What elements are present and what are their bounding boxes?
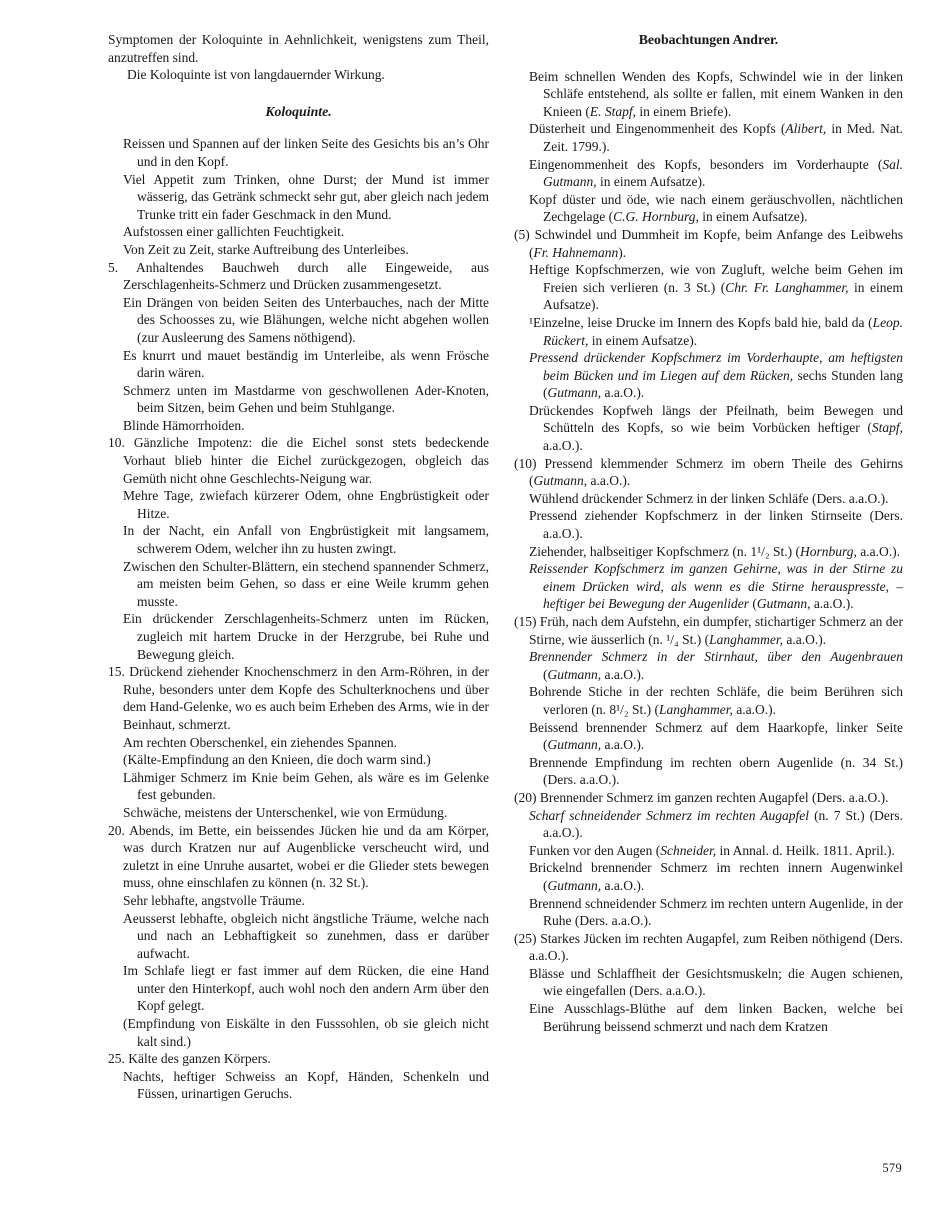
intro-paragraph: Symptomen der Koloquinte in Aehnlichkeit, wenigstens zum Theil, anzutreffen sind. <box>108 32 489 65</box>
item-number: 25. <box>108 1051 125 1067</box>
list-item: Blässe und Schlaffheit der Gesichtsmuskeln; die Augen schienen, wie eingefallen (Ders. a.a.O.). <box>529 965 903 999</box>
item-number: 5. <box>108 259 119 275</box>
list-item: (20) Brennender Schmerz im ganzen rechten Augapfel (Ders. a.a.O.). <box>514 789 889 805</box>
list-item: Brickelnd brennender Schmerz im rechten innern Augenwinkel (Gutmann, a.a.O.). <box>529 860 903 893</box>
list-item: Zwischen den Schulter-Blättern, ein stechend spannender Schmerz, am meisten beim Gehen, so dass er eine Weile krumm gehen musste. <box>123 558 489 609</box>
list-item: Aufstossen einer gallichten Feuchtigkeit. <box>123 224 345 240</box>
item-number: 20. <box>108 822 125 838</box>
list-item: Pressend drückender Kopfschmerz im Vorderhaupte, am heftigsten beim Bücken und im Liegen auf dem Rücken, sechs Stunden lang (Gutmann, a.a.O.). <box>529 350 903 401</box>
list-item: Mehre Tage, zwiefach kürzerer Odem, ohne Engbrüstigkeit oder Hitze. <box>123 488 489 521</box>
list-item: Brennende Empfindung im rechten obern Augenlide (n. 34 St.) (Ders. a.a.O.). <box>529 754 903 788</box>
list-item: Beim schnellen Wenden des Kopfs, Schwindel wie in der linken Schläfe entstehend, als sollte er fallen, mit einem Wanken in den Knieen (E. Stapf, in einem Briefe). <box>529 68 903 119</box>
item-number: (25) <box>514 930 537 946</box>
observation-list <box>514 68 903 1036</box>
intro-paragraph: Die Koloquinte ist von langdauernder Wirkung. <box>127 67 385 83</box>
list-item: (Kälte-Empfindung an den Knieen, die doch warm sind.) <box>123 752 431 768</box>
list-item: In der Nacht, ein Anfall von Engbrüstigkeit mit langsamem, schwerem Odem, welcher ihn zu husten zwingt. <box>123 523 489 557</box>
list-item: ¹Einzelne, leise Drucke im Innern des Kopfs bald hie, bald da (Leop. Rückert, in einem Aufsatze). <box>529 314 903 348</box>
list-item: Kopf düster und öde, wie nach einem geräuschvollen, nächtlichen Zechgelage (C.G. Hornburg, in einem Aufsatze). <box>529 191 903 225</box>
list-item: Nachts, heftiger Schweiss an Kopf, Händen, Schenkeln und Füssen, urinartigen Geruchs. <box>123 1068 489 1102</box>
list-item: Reissen und Spannen auf der linken Seite des Gesichts bis an’s Ohr und in den Kopf. <box>123 136 489 169</box>
list-item: Drückendes Kopfweh längs der Pfeilnath, beim Bewegen und Schütteln des Kopfs, so wie beim Vorbücken heftiger (Stapf, a.a.O.). <box>529 402 903 454</box>
left-column <box>108 31 489 1103</box>
list-item: Sehr lebhafte, angstvolle Träume. <box>123 892 305 908</box>
list-item: Reissender Kopfschmerz im ganzen Gehirne, was in der Stirne zu einem Drücken wird, als wenn es die Stirne herauspresste, – heftiger bei Bewegung der Augenlider (Gutmann, a.a.O.). <box>529 561 903 612</box>
item-number: (20) <box>514 789 537 805</box>
symptom-list <box>108 135 489 1103</box>
list-item: 20. Abends, im Bette, ein beissendes Jücken hie und da am Körper, was durch Kratzen nur auf Augenblicke verscheucht wird, und zuletzt in eine Unruhe ausartet, wobei er die Glieder stets bewegen muss, ohne einschlafen zu können (n. 32 St.). <box>108 822 489 891</box>
list-item: (25) Starkes Jücken im rechten Augapfel, zum Reiben nöthigend (Ders. a.a.O.). <box>514 930 903 964</box>
item-number: 10. <box>108 435 125 451</box>
list-item: Ein Drängen von beiden Seiten des Unterbauches, nach der Mitte des Schoosses zu, wie Blähungen, welche nicht abgehen wollen (zur Ausleerung des Samens nöthigend). <box>123 294 489 345</box>
list-item: Am rechten Oberschenkel, ein ziehendes Spannen. <box>123 734 398 750</box>
list-item: Bohrende Stiche in der rechten Schläfe, die beim Berühren sich verloren (n. 8¹/₂ St.) (Langhammer, a.a.O.). <box>529 684 903 717</box>
list-item: Brennend schneidender Schmerz im rechten untern Augenlide, in der Ruhe (Ders. a.a.O.). <box>529 895 903 929</box>
list-item: Düsterheit und Eingenommenheit des Kopfs (Alibert, in Med. Nat. Zeit. 1799.). <box>529 121 903 154</box>
list-item: Beissend brennender Schmerz auf dem Haarkopfe, linker Seite (Gutmann, a.a.O.). <box>529 719 903 753</box>
list-item: Brennender Schmerz in der Stirnhaut, über den Augenbrauen (Gutmann, a.a.O.). <box>529 649 903 682</box>
list-item: Wühlend drückender Schmerz in der linken Schläfe (Ders. a.a.O.). <box>529 490 889 506</box>
list-item: Blinde Hämorrhoiden. <box>123 417 245 433</box>
item-number: 15. <box>108 664 125 680</box>
list-item: Eine Ausschlags-Blüthe auf dem linken Backen, welche bei Berührung beissend schmerzt und nach dem Kratzen <box>529 1001 903 1034</box>
list-item: Pressend ziehender Kopfschmerz in der linken Stirnseite (Ders. a.a.O.). <box>529 508 903 542</box>
list-item: Schwäche, meistens der Unterschenkel, wie von Ermüdung. <box>123 804 448 820</box>
two-column-layout <box>108 31 903 1103</box>
page-number: 579 <box>882 1161 902 1176</box>
list-item: (Empfindung von Eiskälte in den Fusssohlen, ob sie gleich nicht kalt sind.) <box>123 1016 489 1049</box>
list-item: 5. Anhaltendes Bauchweh durch alle Eingeweide, aus Zerschlagenheits-Schmerz und Drücken zusammengesetzt. <box>108 259 489 293</box>
list-item: Eingenommenheit des Kopfs, besonders im Vorderhaupte (Sal. Gutmann, in einem Aufsatze). <box>529 156 903 190</box>
list-item: (10) Pressend klemmender Schmerz im obern Theile des Gehirns (Gutmann, a.a.O.). <box>514 455 903 489</box>
list-item: Ein drückender Zerschlagenheits-Schmerz unten im Rücken, zugleich mit hartem Drucke in der Herzgrube, bei Ruhe und Bewegung gleich. <box>123 611 489 662</box>
list-item: Lähmiger Schmerz im Knie beim Gehen, als wäre es im Gelenke fest gebunden. <box>123 769 489 803</box>
list-item: Von Zeit zu Zeit, starke Auftreibung des Unterleibes. <box>123 241 409 257</box>
list-item: 25. Kälte des ganzen Körpers. <box>108 1051 271 1067</box>
list-item: (5) Schwindel und Dummheit im Kopfe, beim Anfange des Leibwehs (Fr. Hahnemann). <box>514 226 903 260</box>
list-item: (15) Früh, nach dem Aufstehn, ein dumpfer, stichartiger Schmerz an der Stirne, wie äusserlich (n. ¹/₄ St.) (Langhammer, a.a.O.). <box>514 614 903 647</box>
list-item: Schmerz unten im Mastdarme von geschwollenen Ader-Knoten, beim Sitzen, beim Gehen und beim Stuhlgange. <box>123 382 489 416</box>
section-heading-beobachtungen: Beobachtungen Andrer. <box>638 32 779 47</box>
list-item: Im Schlafe liegt er fast immer auf dem Rücken, die eine Hand unter den Hinterkopf, auch wohl noch den andern Arm über den Kopf gelegt. <box>123 963 489 1014</box>
list-item: Scharf schneidender Schmerz im rechten Augapfel (n. 7 St.) (Ders. a.a.O.). <box>529 807 903 841</box>
list-item: 10. Gänzliche Impotenz: die die Eichel sonst stets bedeckende Vorhaut blieb hinter die Eichel zurückgezogen, obgleich das Gemüth nicht ohne Geschlechts-Neigung war. <box>108 435 489 486</box>
list-item: Funken vor den Augen (Schneider, in Annal. d. Heilk. 1811. April.). <box>529 842 895 858</box>
list-item: Heftige Kopfschmerzen, wie von Zugluft, welche beim Gehen im Freien sich verlieren (n. 3 St.) (Chr. Fr. Langhammer, in einem Aufsatze). <box>529 262 903 313</box>
item-number: (15) <box>514 614 537 629</box>
section-heading-koloquinte: Koloquinte. <box>265 103 332 119</box>
list-item: Es knurrt und mauet beständig im Unterleibe, als wenn Frösche darin wären. <box>123 347 489 381</box>
list-item: Viel Appetit zum Trinken, ohne Durst; der Mund ist immer wässerig, das Getränk schmeckt sehr gut, aber gleich nach jedem Trunke tritt ein fader Geschmack in den Mund. <box>123 171 489 222</box>
right-column <box>514 31 903 1103</box>
list-item: Ziehender, halbseitiger Kopfschmerz (n. 1¹/₂ St.) (Hornburg, a.a.O.). <box>529 543 901 559</box>
list-item: 15. Drückend ziehender Knochenschmerz in den Arm-Röhren, in der Ruhe, besonders unter dem Kopfe des Schulterknochens und über dem Hand-Gelenke, wo es auch beim Erheben des Arms, wie in der Beinhaut, schmerzt. <box>108 664 489 732</box>
item-number: (5) <box>514 226 530 242</box>
item-number: (10) <box>514 455 537 471</box>
list-item: Aeusserst lebhafte, obgleich nicht ängstliche Träume, welche nach und nach an Lebhaftigkeit so zunehmen, dass er darüber aufwacht. <box>123 910 489 961</box>
